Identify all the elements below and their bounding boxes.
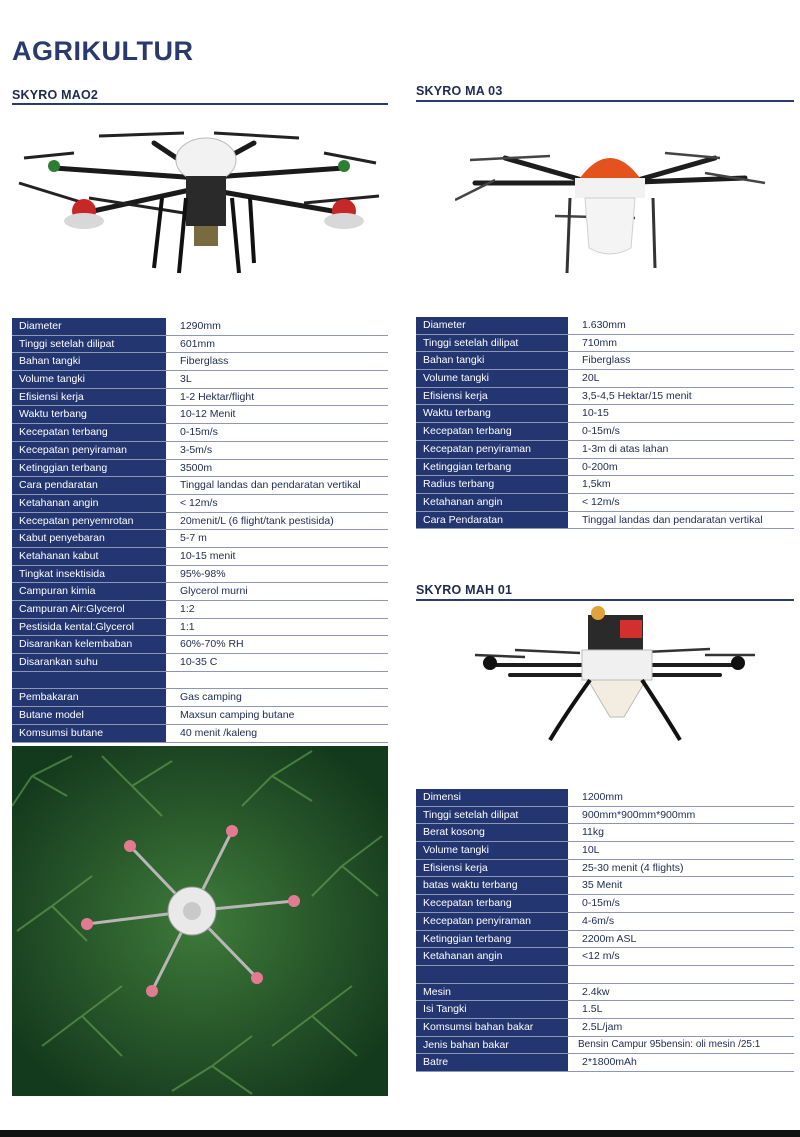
spec-value: < 12m/s (570, 494, 794, 511)
spec-label: Kecepatan penyiraman (12, 442, 168, 459)
spec-row (12, 566, 388, 584)
spec-label: Efisiensi kerja (12, 389, 168, 406)
spec-row (416, 948, 794, 966)
spec-value: 1.630mm (570, 317, 794, 334)
spec-row (416, 1037, 794, 1055)
spec-label: Ketinggian terbang (416, 459, 570, 476)
section-title-ma03: SKYRO MA 03 (416, 84, 503, 98)
spec-row (416, 824, 794, 842)
spec-label: Kecepatan terbang (416, 895, 570, 912)
spec-value: 0-200m (570, 459, 794, 476)
spec-label: Disarankan kelembaban (12, 636, 168, 653)
spec-value: 1,5km (570, 476, 794, 493)
spec-value: 3,5-4,5 Hektar/15 menit (570, 388, 794, 405)
spec-row (12, 636, 388, 654)
spec-label: Komsumsi bahan bakar (416, 1019, 570, 1036)
spec-row (416, 494, 794, 512)
spec-value: 0-15m/s (570, 895, 794, 912)
spec-label (12, 672, 168, 689)
spec-row (12, 725, 388, 743)
spec-value: 1-3m di atas lahan (570, 441, 794, 458)
spec-row (416, 860, 794, 878)
spec-row (416, 1019, 794, 1037)
spec-row (416, 370, 794, 388)
spec-row (12, 583, 388, 601)
spec-label: Volume tangki (12, 371, 168, 388)
spec-label: Volume tangki (416, 842, 570, 859)
spec-row (416, 405, 794, 423)
spec-label: Ketahanan angin (416, 948, 570, 965)
spec-row (12, 530, 388, 548)
spec-value: 4-6m/s (570, 913, 794, 930)
spec-value (570, 966, 794, 983)
spec-label: Waktu terbang (416, 405, 570, 422)
spec-value: 2200m ASL (570, 931, 794, 948)
spec-label: Campuran Air:Glycerol (12, 601, 168, 618)
spec-label (416, 966, 570, 983)
section-rule-mah01 (416, 599, 794, 601)
spec-label: Mesin (416, 984, 570, 1001)
spec-value: Bensin Campur 95bensin: oli mesin /25:1 (570, 1037, 794, 1054)
spec-value: 10-15 (570, 405, 794, 422)
spec-row (416, 895, 794, 913)
spec-value: 2.4kw (570, 984, 794, 1001)
spec-row (416, 388, 794, 406)
page-title: AGRIKULTUR (12, 36, 194, 66)
spec-row (416, 931, 794, 949)
spec-value: Tinggal landas dan pendaratan vertikal (168, 477, 388, 494)
spec-row (416, 984, 794, 1002)
spec-row-blank (12, 672, 388, 690)
spec-label: Butane model (12, 707, 168, 724)
spec-value: 95%-98% (168, 566, 388, 583)
spec-row (416, 1001, 794, 1019)
spec-row (12, 689, 388, 707)
spec-label: Efisiensi kerja (416, 860, 570, 877)
spec-value: 1.5L (570, 1001, 794, 1018)
spec-label: Komsumsi butane (12, 725, 168, 742)
section-rule-mao2 (12, 103, 388, 105)
spec-value: Glycerol murni (168, 583, 388, 600)
spec-row (416, 913, 794, 931)
spec-label: Cara Pendaratan (416, 512, 570, 529)
spec-label: Ketinggian terbang (416, 931, 570, 948)
drone-mah01-illustration (470, 605, 760, 750)
spec-value: 11kg (570, 824, 794, 841)
spec-value: 10L (570, 842, 794, 859)
spec-label: Berat kosong (416, 824, 570, 841)
spec-label: Bahan tangki (12, 353, 168, 370)
spec-row (12, 353, 388, 371)
spec-label: Tinggi setelah dilipat (416, 807, 570, 824)
spec-value: 2.5L/jam (570, 1019, 794, 1036)
spec-label: Jenis bahan bakar (416, 1037, 570, 1054)
spec-value: 10-15 menit (168, 548, 388, 565)
spec-row (416, 441, 794, 459)
spec-value: 1-2 Hektar/flight (168, 389, 388, 406)
spec-row (416, 512, 794, 530)
spec-row (416, 807, 794, 825)
drone-mao2-illustration (14, 118, 384, 288)
section-title-mao2: SKYRO MAO2 (12, 88, 99, 102)
spec-row (12, 460, 388, 478)
spec-label: Ketinggian terbang (12, 460, 168, 477)
spec-value: 3500m (168, 460, 388, 477)
spec-value: 1:2 (168, 601, 388, 618)
ma03-dome (580, 158, 640, 178)
spec-row (12, 513, 388, 531)
spec-row-blank (416, 966, 794, 984)
spec-label: Pembakaran (12, 689, 168, 706)
spec-value: <12 m/s (570, 948, 794, 965)
spec-row (416, 877, 794, 895)
spec-value: 0-15m/s (168, 424, 388, 441)
spec-row (416, 352, 794, 370)
spec-value: 40 menit /kaleng (168, 725, 388, 742)
spec-row (416, 317, 794, 335)
spec-value: Fiberglass (168, 353, 388, 370)
spec-label: Kecepatan penyemrotan (12, 513, 168, 530)
spec-row (12, 406, 388, 424)
spec-row (416, 459, 794, 477)
spec-value: Gas camping (168, 689, 388, 706)
spec-label: Waktu terbang (12, 406, 168, 423)
spec-row (12, 707, 388, 725)
spec-label: Efisiensi kerja (416, 388, 570, 405)
bottom-bar (0, 1130, 800, 1137)
spec-value: 10-12 Menit (168, 406, 388, 423)
spec-row (12, 318, 388, 336)
spec-label: Kecepatan penyiraman (416, 913, 570, 930)
spec-row (12, 495, 388, 513)
spec-value: 3-5m/s (168, 442, 388, 459)
spec-label: Ketahanan angin (416, 494, 570, 511)
spec-label: Diameter (12, 318, 168, 335)
spec-value: 20menit/L (6 flight/tank pestisida) (168, 513, 388, 530)
spec-label: Kecepatan terbang (12, 424, 168, 441)
spec-label: Radius terbang (416, 476, 570, 493)
spec-table-mao2 (12, 318, 388, 743)
spec-label: Tingkat insektisida (12, 566, 168, 583)
spec-value: 710mm (570, 335, 794, 352)
drone-ma03-illustration (455, 138, 775, 278)
spec-value: 601mm (168, 336, 388, 353)
spec-value: 20L (570, 370, 794, 387)
spec-row (12, 548, 388, 566)
spec-label: Batre (416, 1054, 570, 1071)
spec-row (12, 424, 388, 442)
spec-row (12, 442, 388, 460)
spec-label: Dimensi (416, 789, 570, 806)
spec-table-ma03 (416, 317, 794, 529)
spec-label: Ketahanan angin (12, 495, 168, 512)
section-rule-ma03 (416, 100, 794, 102)
spec-label: Kabut penyebaran (12, 530, 168, 547)
spec-value: Tinggal landas dan pendaratan vertikal (570, 512, 794, 529)
spec-value: 0-15m/s (570, 423, 794, 440)
spec-label: Ketahanan kabut (12, 548, 168, 565)
spec-row (416, 842, 794, 860)
spec-row (12, 389, 388, 407)
aerial-field-photo (12, 746, 388, 1096)
spec-value: 25-30 menit (4 flights) (570, 860, 794, 877)
spec-row (416, 335, 794, 353)
spec-value: 2*1800mAh (570, 1054, 794, 1071)
spec-value: < 12m/s (168, 495, 388, 512)
spec-label: Pestisida kental:Glycerol (12, 619, 168, 636)
spec-value (168, 672, 388, 689)
spec-label: Isi Tangki (416, 1001, 570, 1018)
spec-label: Tinggi setelah dilipat (416, 335, 570, 352)
spec-label: Campuran kimia (12, 583, 168, 600)
spec-row (12, 654, 388, 672)
spec-value: 1:1 (168, 619, 388, 636)
spec-row (416, 789, 794, 807)
spec-label: Bahan tangki (416, 352, 570, 369)
aerial-field-image (12, 746, 388, 1096)
spec-row (12, 336, 388, 354)
spec-label: Volume tangki (416, 370, 570, 387)
spec-value: 3L (168, 371, 388, 388)
spec-value: 900mm*900mm*900mm (570, 807, 794, 824)
spec-row (12, 601, 388, 619)
spec-label: Disarankan suhu (12, 654, 168, 671)
spec-label: Kecepatan penyiraman (416, 441, 570, 458)
spec-value: 60%-70% RH (168, 636, 388, 653)
section-title-mah01: SKYRO MAH 01 (416, 583, 513, 597)
spec-row (12, 371, 388, 389)
spec-label: batas waktu terbang (416, 877, 570, 894)
spec-label: Tinggi setelah dilipat (12, 336, 168, 353)
spec-row (12, 619, 388, 637)
spec-label: Diameter (416, 317, 570, 334)
spec-value: Maxsun camping butane (168, 707, 388, 724)
spec-value: 35 Menit (570, 877, 794, 894)
spec-value: Fiberglass (570, 352, 794, 369)
spec-value: 5-7 m (168, 530, 388, 547)
spec-row (12, 477, 388, 495)
spec-label: Kecepatan terbang (416, 423, 570, 440)
spec-row (416, 1054, 794, 1072)
spec-value: 1290mm (168, 318, 388, 335)
spec-row (416, 423, 794, 441)
spec-value: 1200mm (570, 789, 794, 806)
spec-label: Cara pendaratan (12, 477, 168, 494)
spec-table-mah01 (416, 789, 794, 1072)
spec-value: 10-35 C (168, 654, 388, 671)
spec-row (416, 476, 794, 494)
